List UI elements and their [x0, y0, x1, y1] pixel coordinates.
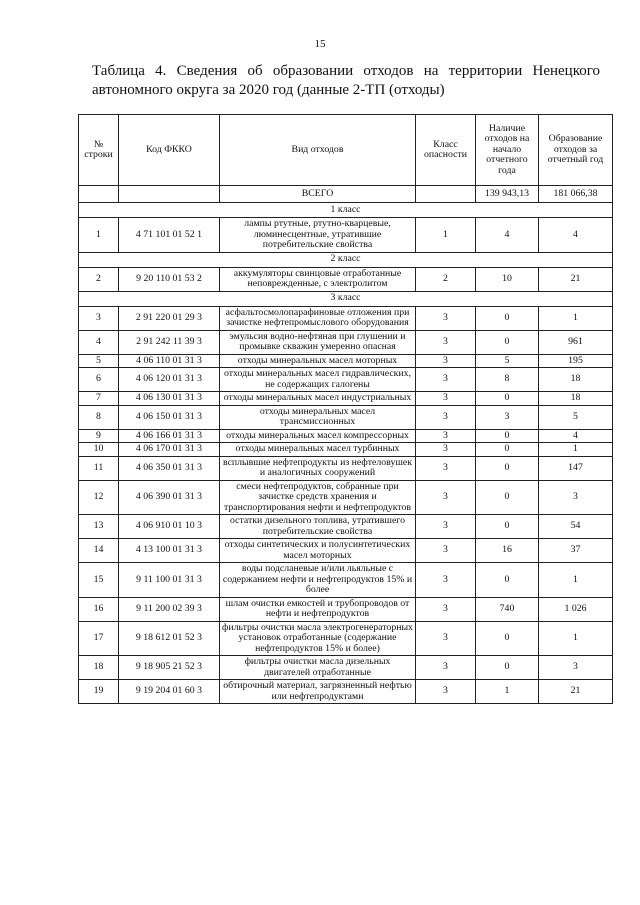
total-generated: 181 066,38 [539, 186, 613, 203]
waste-name-cell: асфальтосмолопарафиновые отложения при зачистке нефтепромыслового оборудования [220, 306, 416, 330]
hazard-class-cell: 2 [416, 267, 476, 291]
hazard-class-cell: 3 [416, 429, 476, 443]
header-waste-type: Вид отходов [220, 115, 416, 186]
fkko-code-cell: 9 11 200 02 39 3 [119, 597, 220, 621]
table-cell [119, 186, 220, 203]
fkko-code-cell: 9 18 612 01 52 3 [119, 621, 220, 656]
waste-name-cell: отходы минеральных масел трансмиссионных [220, 405, 416, 429]
header-start-amount: Наличие отходов на начало отчетного года [476, 115, 539, 186]
hazard-class-cell: 3 [416, 539, 476, 563]
generated-amount-cell: 21 [539, 680, 613, 704]
start-amount-cell: 10 [476, 267, 539, 291]
hazard-class-cell: 3 [416, 621, 476, 656]
hazard-class-cell: 3 [416, 597, 476, 621]
start-amount-cell: 0 [476, 392, 539, 406]
row-number-cell: 5 [79, 354, 119, 368]
start-amount-cell: 0 [476, 515, 539, 539]
table-cell [79, 186, 119, 203]
class-3-row [79, 291, 613, 306]
table-row [79, 480, 613, 515]
start-amount-cell: 0 [476, 306, 539, 330]
generated-amount-cell: 3 [539, 656, 613, 680]
table-cell [416, 186, 476, 203]
waste-name-cell: отходы синтетических и полусинтетических масел моторных [220, 539, 416, 563]
fkko-code-cell: 4 06 150 01 31 3 [119, 405, 220, 429]
waste-name-cell: эмульсия водно-нефтяная при глушении и промывке скважин умеренно опасная [220, 330, 416, 354]
table-row [79, 429, 613, 443]
page-number: 15 [314, 38, 326, 50]
start-amount-cell: 0 [476, 621, 539, 656]
generated-amount-cell: 3 [539, 480, 613, 515]
table-row [79, 656, 613, 680]
row-number-cell: 19 [79, 680, 119, 704]
total-start-amount: 139 943,13 [476, 186, 539, 203]
hazard-class-cell: 3 [416, 392, 476, 406]
fkko-code-cell: 4 06 910 01 10 3 [119, 515, 220, 539]
hazard-class-cell: 3 [416, 656, 476, 680]
class-3-label: 3 класс [79, 291, 613, 306]
header-row-no: № строки [79, 115, 119, 186]
waste-name-cell: всплывшие нефтепродукты из нефтеловушек и аналогичных сооружений [220, 456, 416, 480]
waste-name-cell: отходы минеральных масел моторных [220, 354, 416, 368]
start-amount-cell: 4 [476, 218, 539, 253]
generated-amount-cell: 147 [539, 456, 613, 480]
row-number-cell: 14 [79, 539, 119, 563]
generated-amount-cell: 1 026 [539, 597, 613, 621]
fkko-code-cell: 4 13 100 01 31 3 [119, 539, 220, 563]
start-amount-cell: 1 [476, 680, 539, 704]
header-generated: Образование отходов за отчетный год [539, 115, 613, 186]
generated-amount-cell: 18 [539, 368, 613, 392]
fkko-code-cell: 4 06 390 01 31 3 [119, 480, 220, 515]
generated-amount-cell: 54 [539, 515, 613, 539]
row-number-cell: 1 [79, 218, 119, 253]
waste-name-cell: воды подсланевые и/или льяльные с содержанием нефти и нефтепродуктов 15% и более [220, 563, 416, 598]
total-row [79, 186, 613, 203]
hazard-class-cell: 3 [416, 330, 476, 354]
table-row [79, 597, 613, 621]
row-number-cell: 18 [79, 656, 119, 680]
row-number-cell: 12 [79, 480, 119, 515]
fkko-code-cell: 9 11 100 01 31 3 [119, 563, 220, 598]
waste-name-cell: отходы минеральных масел турбинных [220, 443, 416, 457]
row-number-cell: 2 [79, 267, 119, 291]
generated-amount-cell: 37 [539, 539, 613, 563]
row-number-cell: 10 [79, 443, 119, 457]
table-row [79, 456, 613, 480]
generated-amount-cell: 5 [539, 405, 613, 429]
fkko-code-cell: 9 20 110 01 53 2 [119, 267, 220, 291]
row-number-cell: 9 [79, 429, 119, 443]
start-amount-cell: 0 [476, 480, 539, 515]
row-number-cell: 3 [79, 306, 119, 330]
start-amount-cell: 3 [476, 405, 539, 429]
waste-table [78, 114, 613, 704]
fkko-code-cell: 2 91 242 11 39 3 [119, 330, 220, 354]
table-row [79, 621, 613, 656]
waste-name-cell: аккумуляторы свинцовые отработанные неповрежденные, с электролитом [220, 267, 416, 291]
start-amount-cell: 0 [476, 330, 539, 354]
class-2-row [79, 252, 613, 267]
start-amount-cell: 8 [476, 368, 539, 392]
hazard-class-cell: 3 [416, 680, 476, 704]
class-1-label: 1 класс [79, 203, 613, 218]
class-1-row [79, 203, 613, 218]
generated-amount-cell: 1 [539, 306, 613, 330]
generated-amount-cell: 1 [539, 443, 613, 457]
row-number-cell: 15 [79, 563, 119, 598]
table-caption: Таблица 4. Сведения об образовании отходов на территории Ненецкого автономного округа за 2020 год (данные 2-ТП (отходы) [92, 63, 600, 98]
generated-amount-cell: 1 [539, 621, 613, 656]
table-body [79, 186, 613, 704]
table-header [79, 115, 613, 186]
header-hazard-class: Класс опасности [416, 115, 476, 186]
hazard-class-cell: 3 [416, 456, 476, 480]
generated-amount-cell: 4 [539, 429, 613, 443]
waste-name-cell: отходы минеральных масел гидравлических, не содержащих галогены [220, 368, 416, 392]
fkko-code-cell: 4 06 110 01 31 3 [119, 354, 220, 368]
row-number-cell: 13 [79, 515, 119, 539]
table-row [79, 267, 613, 291]
waste-name-cell: фильтры очистки масла электрогенераторных установок отработанные (содержание нефтепродуктов 15% и более) [220, 621, 416, 656]
hazard-class-cell: 3 [416, 563, 476, 598]
row-number-cell: 7 [79, 392, 119, 406]
waste-name-cell: отходы минеральных масел индустриальных [220, 392, 416, 406]
table-row [79, 680, 613, 704]
table-row [79, 539, 613, 563]
table-row [79, 368, 613, 392]
start-amount-cell: 0 [476, 456, 539, 480]
total-label: ВСЕГО [220, 186, 416, 203]
start-amount-cell: 0 [476, 563, 539, 598]
table-row [79, 443, 613, 457]
waste-name-cell: остатки дизельного топлива, утратившего потребительские свойства [220, 515, 416, 539]
hazard-class-cell: 3 [416, 368, 476, 392]
table-row [79, 563, 613, 598]
row-number-cell: 4 [79, 330, 119, 354]
fkko-code-cell: 4 06 120 01 31 3 [119, 368, 220, 392]
table-row [79, 306, 613, 330]
waste-name-cell: смеси нефтепродуктов, собранные при зачистке средств хранения и транспортирования нефти и нефтепродуктов [220, 480, 416, 515]
waste-name-cell: обтирочный материал, загрязненный нефтью или нефтепродуктами [220, 680, 416, 704]
row-number-cell: 17 [79, 621, 119, 656]
header-row [79, 115, 613, 186]
hazard-class-cell: 3 [416, 405, 476, 429]
start-amount-cell: 0 [476, 656, 539, 680]
waste-name-cell: отходы минеральных масел компрессорных [220, 429, 416, 443]
table-row [79, 405, 613, 429]
generated-amount-cell: 18 [539, 392, 613, 406]
fkko-code-cell: 4 06 170 01 31 3 [119, 443, 220, 457]
generated-amount-cell: 961 [539, 330, 613, 354]
fkko-code-cell: 2 91 220 01 29 3 [119, 306, 220, 330]
hazard-class-cell: 3 [416, 515, 476, 539]
waste-name-cell: шлам очистки емкостей и трубопроводов от нефти и нефтепродуктов [220, 597, 416, 621]
table-row [79, 392, 613, 406]
generated-amount-cell: 1 [539, 563, 613, 598]
hazard-class-cell: 1 [416, 218, 476, 253]
hazard-class-cell: 3 [416, 306, 476, 330]
class-2-label: 2 класс [79, 252, 613, 267]
fkko-code-cell: 4 06 166 01 31 3 [119, 429, 220, 443]
start-amount-cell: 5 [476, 354, 539, 368]
row-number-cell: 16 [79, 597, 119, 621]
start-amount-cell: 740 [476, 597, 539, 621]
row-number-cell: 6 [79, 368, 119, 392]
fkko-code-cell: 9 18 905 21 52 3 [119, 656, 220, 680]
waste-name-cell: фильтры очистки масла дизельных двигателей отработанные [220, 656, 416, 680]
fkko-code-cell: 4 06 350 01 31 3 [119, 456, 220, 480]
row-number-cell: 8 [79, 405, 119, 429]
table-row [79, 515, 613, 539]
start-amount-cell: 0 [476, 429, 539, 443]
row-number-cell: 11 [79, 456, 119, 480]
table-row [79, 330, 613, 354]
generated-amount-cell: 4 [539, 218, 613, 253]
table-row [79, 218, 613, 253]
header-fkko-code: Код ФККО [119, 115, 220, 186]
generated-amount-cell: 21 [539, 267, 613, 291]
fkko-code-cell: 9 19 204 01 60 3 [119, 680, 220, 704]
hazard-class-cell: 3 [416, 443, 476, 457]
table-row [79, 354, 613, 368]
generated-amount-cell: 195 [539, 354, 613, 368]
fkko-code-cell: 4 71 101 01 52 1 [119, 218, 220, 253]
fkko-code-cell: 4 06 130 01 31 3 [119, 392, 220, 406]
hazard-class-cell: 3 [416, 480, 476, 515]
waste-name-cell: лампы ртутные, ртутно-кварцевые, люминесцентные, утратившие потребительские свойства [220, 218, 416, 253]
hazard-class-cell: 3 [416, 354, 476, 368]
start-amount-cell: 16 [476, 539, 539, 563]
start-amount-cell: 0 [476, 443, 539, 457]
